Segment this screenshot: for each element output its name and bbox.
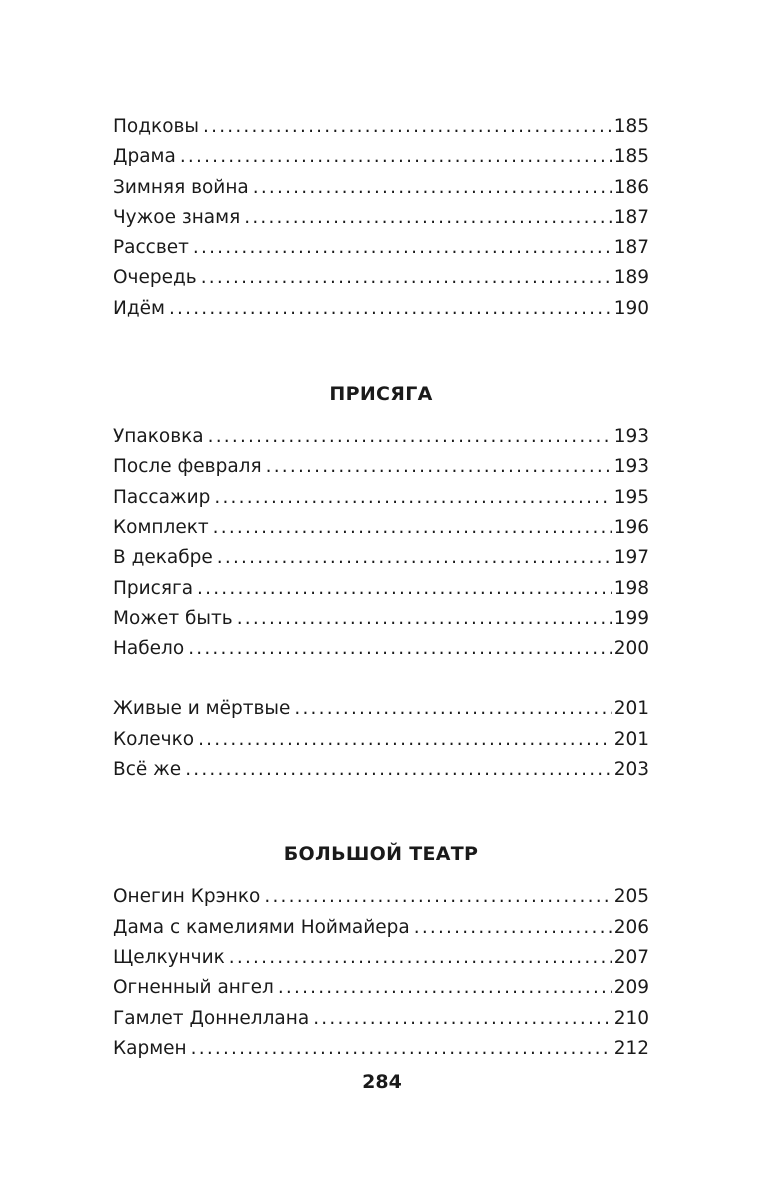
entry-page-number: 210 [613, 1007, 649, 1029]
dot-leader [169, 294, 612, 324]
dot-leader [229, 943, 612, 973]
toc-entry [113, 543, 649, 573]
toc-entry [113, 725, 649, 755]
entry-title: Щелкунчик [113, 946, 225, 968]
toc-group-3 [113, 694, 649, 785]
entry-page-number: 199 [613, 607, 649, 629]
toc-entry [113, 513, 649, 543]
toc-entry [113, 1004, 649, 1034]
entry-title: Кармен [113, 1037, 187, 1059]
entry-page-number: 212 [613, 1037, 649, 1059]
toc-entry [113, 1034, 649, 1064]
spacer [113, 785, 649, 839]
page-number: 284 [362, 1071, 402, 1093]
toc-entry [113, 973, 649, 1003]
toc-entry [113, 233, 649, 263]
entry-title: Идём [113, 297, 165, 319]
dot-leader [203, 112, 612, 142]
entry-page-number: 187 [613, 206, 649, 228]
entry-title: Колечко [113, 728, 195, 750]
dot-leader [253, 173, 612, 203]
entry-page-number: 207 [613, 946, 649, 968]
dot-leader [214, 483, 611, 513]
entry-page-number: 206 [613, 916, 649, 938]
entry-page-number: 186 [613, 176, 649, 198]
entry-page-number: 196 [613, 516, 649, 538]
entry-title: Набело [113, 638, 185, 660]
toc-entry [113, 452, 649, 482]
dot-leader [414, 913, 612, 943]
spacer [113, 869, 649, 882]
section-heading: БОЛЬШОЙ ТЕАТР [283, 843, 479, 866]
dot-leader [191, 1034, 612, 1064]
entry-page-number: 201 [613, 728, 649, 750]
dot-leader [217, 543, 612, 573]
entry-title: Рассвет [113, 237, 189, 259]
toc-entry [113, 483, 649, 513]
toc-entry [113, 634, 649, 664]
toc-entry [113, 604, 649, 634]
entry-page-number: 200 [613, 638, 649, 660]
dot-leader [193, 233, 612, 263]
dot-leader [213, 513, 612, 543]
dot-leader [278, 973, 612, 1003]
dot-leader [266, 452, 612, 482]
entry-title: Комплект [113, 516, 209, 538]
entry-title: Онегин Крэнко [113, 886, 261, 908]
table-of-contents [113, 112, 649, 1064]
toc-entry [113, 112, 649, 142]
entry-title: После февраля [113, 456, 262, 478]
toc-entry [113, 263, 649, 293]
entry-title: В декабре [113, 547, 213, 569]
toc-entry [113, 422, 649, 452]
dot-leader [313, 1004, 611, 1034]
toc-group-1 [113, 112, 649, 324]
entry-page-number: 203 [613, 759, 649, 781]
entry-title: Гамлет Доннеллана [113, 1007, 310, 1029]
toc-entry [113, 294, 649, 324]
entry-title: Огненный ангел [113, 977, 274, 999]
entry-page-number: 201 [613, 698, 649, 720]
entry-page-number: 198 [613, 577, 649, 599]
toc-group-bolshoi-theatre [113, 839, 649, 1064]
dot-leader [198, 725, 612, 755]
entry-title: Может быть [113, 607, 233, 629]
entry-title: Подковы [113, 116, 200, 137]
entry-title: Зимняя война [113, 176, 249, 198]
entry-page-number: 185 [613, 146, 649, 168]
dot-leader [180, 142, 612, 172]
spacer [113, 409, 649, 422]
toc-entry [113, 755, 649, 785]
entry-page-number: 189 [613, 267, 649, 289]
entry-title: Присяга [113, 577, 194, 599]
entry-page-number: 193 [613, 456, 649, 478]
entry-title: Пассажир [113, 486, 211, 508]
dot-leader [197, 574, 612, 604]
entry-page-number: 197 [613, 547, 649, 569]
entry-page-number: 209 [613, 977, 649, 999]
entry-title: Драма [113, 146, 176, 168]
spacer [113, 324, 649, 379]
dot-leader [264, 882, 611, 912]
dot-leader [188, 634, 612, 664]
entry-title: Упаковка [113, 426, 204, 448]
dot-leader [244, 203, 611, 233]
entry-page-number: 190 [613, 297, 649, 319]
dot-leader [185, 755, 612, 785]
entry-title: Чужое знамя [113, 206, 241, 228]
entry-page-number: 185 [613, 116, 649, 137]
spacer [113, 664, 649, 694]
section-heading: ПРИСЯГА [329, 383, 433, 406]
entry-title: Очередь [113, 267, 197, 289]
entry-page-number: 187 [613, 237, 649, 259]
dot-leader [237, 604, 612, 634]
toc-entry [113, 694, 649, 724]
toc-entry [113, 203, 649, 233]
entry-title: Дама с камелиями Ноймайера [113, 916, 410, 938]
dot-leader [201, 263, 612, 293]
entry-title: Всё же [113, 759, 182, 781]
entry-page-number: 195 [613, 486, 649, 508]
toc-entry [113, 882, 649, 912]
toc-entry [113, 943, 649, 973]
toc-entry [113, 913, 649, 943]
dot-leader [208, 422, 612, 452]
toc-entry [113, 173, 649, 203]
entry-page-number: 205 [613, 886, 649, 908]
toc-entry [113, 574, 649, 604]
toc-group-prisyaga [113, 379, 649, 664]
toc-entry [113, 142, 649, 172]
entry-page-number: 193 [613, 426, 649, 448]
entry-title: Живые и мёртвые [113, 698, 291, 720]
dot-leader [294, 694, 611, 724]
